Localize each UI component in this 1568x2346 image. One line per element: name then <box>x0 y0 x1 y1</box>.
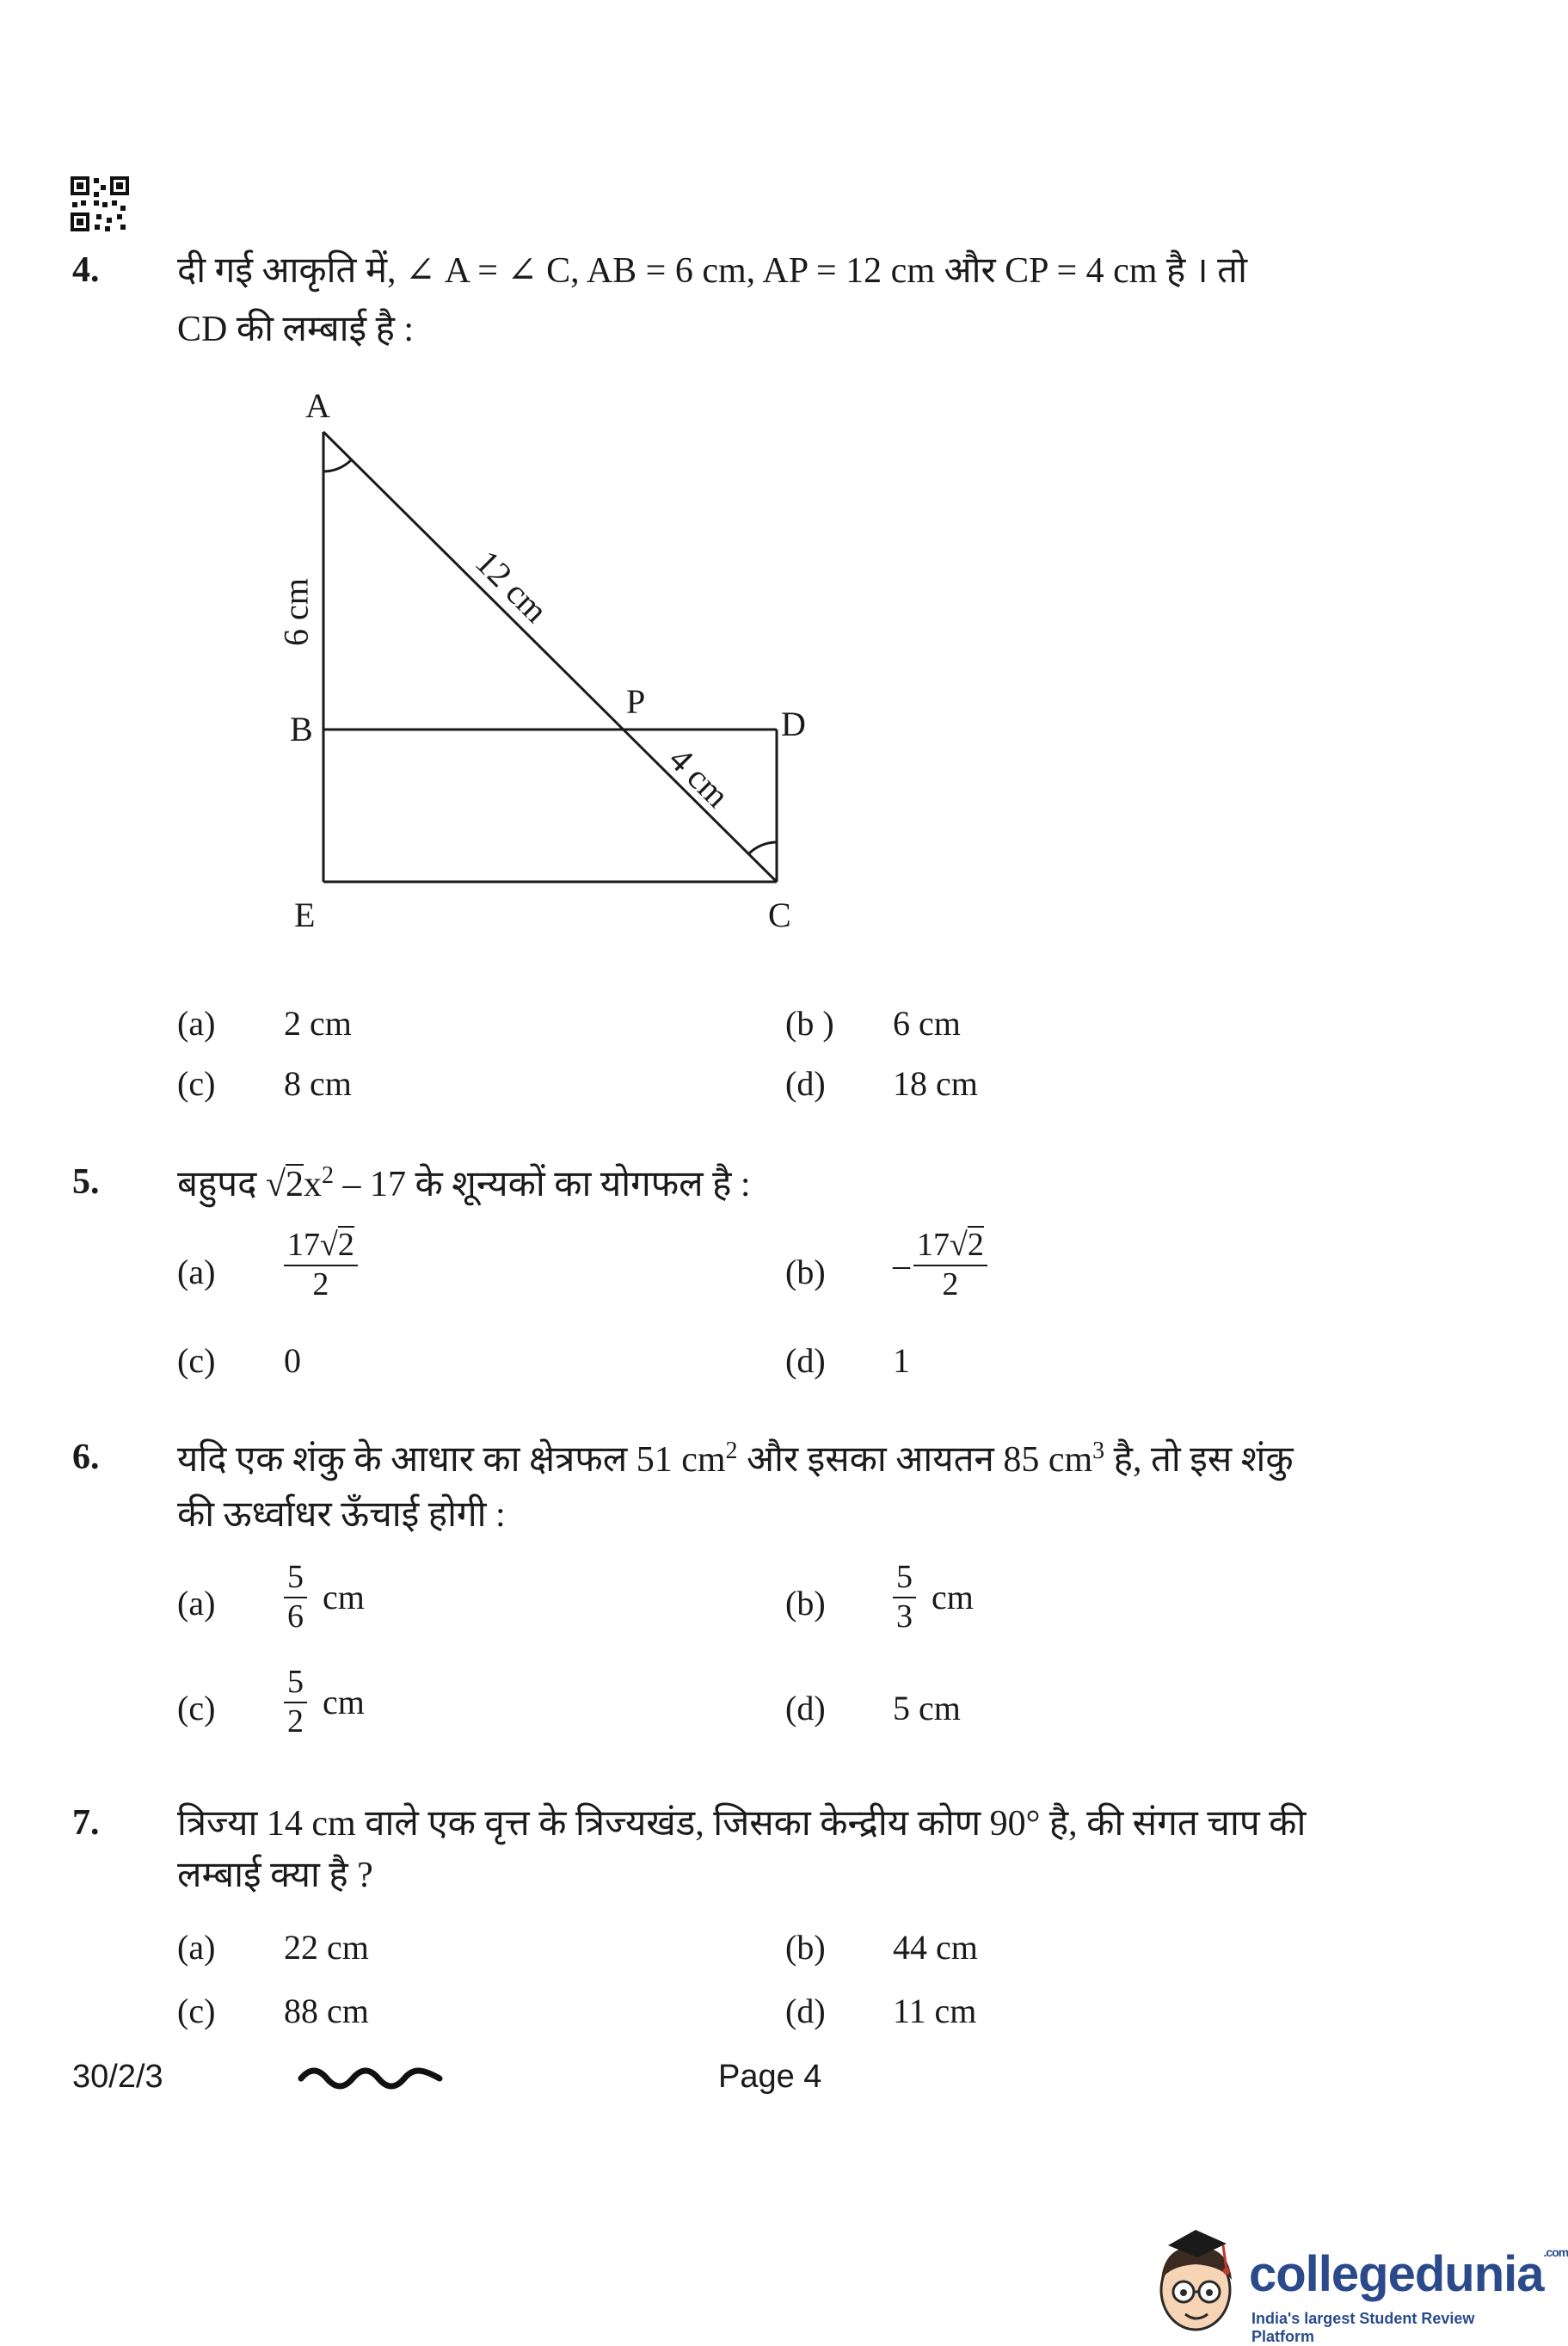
question-4-number: 4. <box>72 250 100 290</box>
q6-option-b-value[interactable]: $\frac{5}{3}$ cm <box>893 1559 974 1635</box>
q7-option-a-label: (a) <box>177 1928 216 1967</box>
question-5-text <box>177 1161 751 1206</box>
q4-option-a-label: (a) <box>177 1004 216 1043</box>
page-number: Page 4 <box>718 2059 822 2095</box>
question-4-text-line1: दी गई आकृति में, ∠ A = ∠ C, AB = 6 cm, AP = 12 cm और CP = 4 cm है । तो <box>177 251 1247 291</box>
q5-option-c-label: (c) <box>177 1341 216 1380</box>
angle-a-arc <box>323 460 352 472</box>
q4-option-a-value[interactable]: 2 cm <box>284 1004 352 1043</box>
q5-exp: 2 <box>322 1162 335 1189</box>
q5-option-a-label: (a) <box>177 1253 216 1291</box>
label-ab-length: 6 cm <box>276 578 316 646</box>
q4-option-d-value[interactable]: 18 cm <box>893 1064 978 1103</box>
q4-option-c-value[interactable]: 8 cm <box>284 1064 352 1103</box>
question-7-number: 7. <box>72 1803 100 1843</box>
q5-option-c-value[interactable]: 0 <box>284 1341 301 1380</box>
q5-var: x <box>304 1165 323 1204</box>
question-6-text-line1: यदि एक शंकु के आधार का क्षेत्रफल 51 $cm^2$ और इसका आयतन 85 $cm^3$ है, तो इस शंकु <box>177 1438 1294 1480</box>
label-b: B <box>290 710 313 748</box>
label-a: A <box>305 386 330 425</box>
student-mascot-icon <box>1144 2220 1247 2340</box>
q6-option-c-value[interactable]: $\frac{5}{2}$ cm <box>284 1664 365 1740</box>
q6-option-b-label: (b) <box>785 1584 826 1622</box>
brand-dotcom: .com <box>1543 2245 1568 2259</box>
q6-option-d-value[interactable]: 5 cm <box>893 1689 961 1727</box>
q7-option-b-value[interactable]: 44 cm <box>893 1928 978 1967</box>
q5-prefix: बहुपद <box>177 1165 257 1204</box>
q7-option-d-label: (d) <box>785 1992 826 2030</box>
q4-option-b-label: (b ) <box>785 1004 834 1043</box>
label-c: C <box>768 896 791 934</box>
question-7-text-line1: त्रिज्या 14 cm वाले एक वृत्त के त्रिज्यखंड, जिसका केन्द्रीय कोण 90° है, की संगत चाप की <box>177 1804 1307 1844</box>
q6-option-a-value[interactable]: $\frac{5}{6}$ cm <box>284 1559 365 1635</box>
q5-rest: – 17 के शून्यकों का योगफल है : <box>334 1165 751 1204</box>
brand-tagline: India's largest Student Review Platform <box>1251 2310 1475 2345</box>
q7-option-c-value[interactable]: 88 cm <box>284 1992 369 2030</box>
q4-option-d-label: (d) <box>785 1064 826 1103</box>
question-7-text-line2: लम्बाई क्या है ? <box>177 1856 373 1895</box>
q7-option-c-label: (c) <box>177 1992 216 2030</box>
q6-option-a-label: (a) <box>177 1584 216 1622</box>
label-d: D <box>781 705 806 743</box>
question-4-text-line2: CD की लम्बाई है : <box>177 310 415 349</box>
q5-option-d-value[interactable]: 1 <box>893 1341 910 1380</box>
label-e: E <box>294 896 316 934</box>
q7-option-b-label: (b) <box>785 1928 826 1967</box>
label-ap-length: 12 cm <box>468 542 556 631</box>
label-pc-length: 4 cm <box>661 739 737 816</box>
q6-option-d-label: (d) <box>785 1689 826 1727</box>
q5-option-a-value[interactable]: $\frac{17√2}{2}$ <box>284 1226 358 1303</box>
question-6-number: 6. <box>72 1438 100 1477</box>
label-p: P <box>626 682 646 721</box>
q5-option-b-label: (b) <box>785 1253 826 1291</box>
q7-option-a-value[interactable]: 22 cm <box>284 1928 369 1967</box>
q7-option-d-value[interactable]: 11 cm <box>893 1992 977 2030</box>
q5-option-d-label: (d) <box>785 1341 826 1380</box>
question-6-text-line2: की ऊर्ध्वाधर ऊँचाई होगी : <box>177 1495 506 1535</box>
brand-name: collegedunia$^{.com}$ <box>1249 2245 1568 2302</box>
paper-code: 30/2/3 <box>72 2059 163 2095</box>
qr-code-icon <box>71 176 129 231</box>
q4-option-c-label: (c) <box>177 1064 216 1103</box>
angle-c-arc <box>749 842 778 854</box>
wave-ornament-icon <box>299 2065 441 2090</box>
geometry-figure <box>275 379 843 946</box>
question-5-number: 5. <box>72 1162 100 1202</box>
q4-option-b-value[interactable]: 6 cm <box>893 1004 961 1043</box>
q6-option-c-label: (c) <box>177 1689 216 1727</box>
q5-sqrt: √2 <box>265 1165 304 1204</box>
q5-option-b-value[interactable]: – $\frac{17√2}{2}$ <box>893 1226 987 1303</box>
